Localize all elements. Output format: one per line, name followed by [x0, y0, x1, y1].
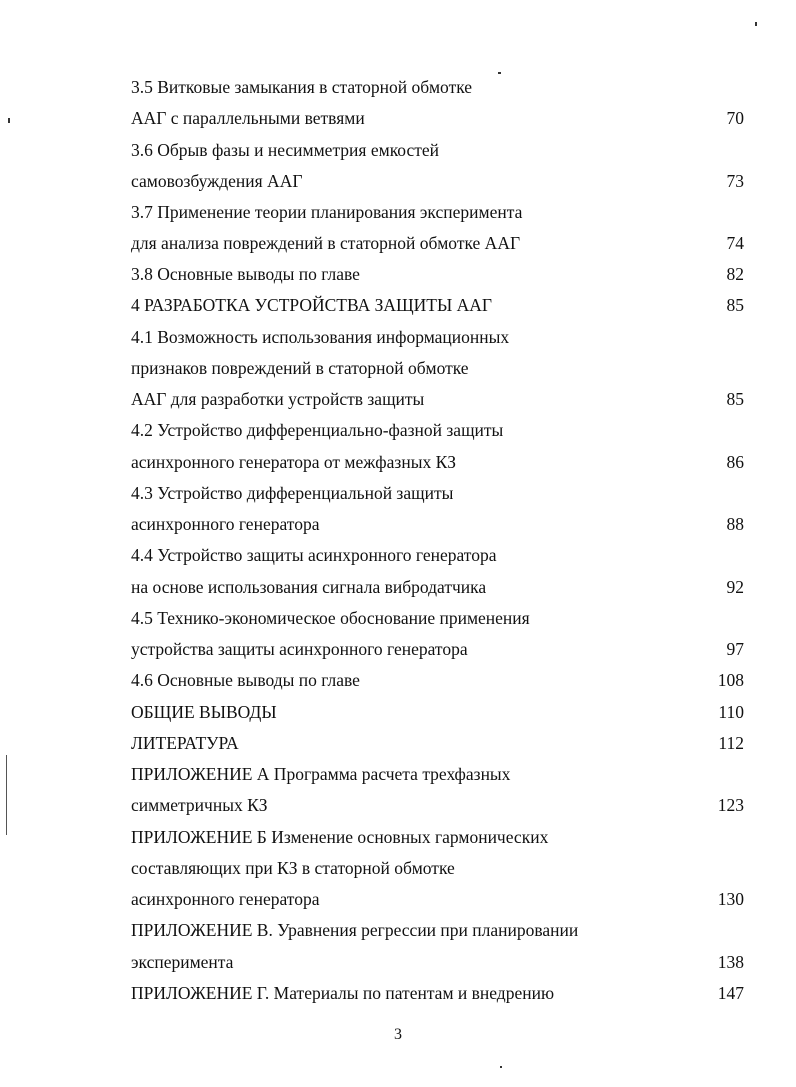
toc-entry-page: 147: [717, 983, 744, 1003]
toc-entry-text: 3.8 Основные выводы по главе: [131, 264, 360, 284]
toc-entry-page: 123: [717, 795, 744, 815]
scan-speck: [8, 118, 10, 123]
toc-entry-page: 74: [726, 233, 744, 253]
toc-entry-page: 85: [726, 389, 744, 409]
toc-entry-text: составляющих при КЗ в статорной обмотке: [131, 858, 455, 878]
toc-entry-text: ААГ для разработки устройств защиты: [131, 389, 425, 409]
toc-entry-text: 3.6 Обрыв фазы и несимметрия емкостей: [131, 140, 440, 160]
toc-entry-page: 110: [718, 702, 744, 722]
scan-speck: [755, 22, 757, 26]
toc-entry-page: 130: [717, 889, 744, 909]
toc-entry-text: 4.6 Основные выводы по главе: [131, 670, 360, 690]
toc-entry-text: устройства защиты асинхронного генератора: [131, 639, 468, 659]
toc-entry-text: признаков повреждений в статорной обмотке: [131, 358, 469, 378]
toc-entry-text: ААГ с параллельными ветвями: [131, 108, 365, 128]
scan-speck: [500, 1066, 502, 1068]
toc-entry-page: 92: [726, 577, 744, 597]
toc-entry-text: на основе использования сигнала вибродатчика: [131, 577, 487, 597]
toc-entry-page: 73: [726, 171, 744, 191]
toc-entry-text: ПРИЛОЖЕНИЕ Г. Материалы по патентам и внедрению: [131, 983, 555, 1003]
scan-edge-line: [6, 755, 7, 835]
toc-entry-page: 138: [717, 952, 744, 972]
toc-entry-text: асинхронного генератора: [131, 514, 320, 534]
toc-entry-text: 4.4 Устройство защиты асинхронного генератора: [131, 545, 497, 565]
toc-entry-page: 112: [718, 733, 744, 753]
toc-entry-text: ОБЩИЕ ВЫВОДЫ: [131, 702, 277, 722]
toc-entry-text: ПРИЛОЖЕНИЕ В. Уравнения регрессии при планировании: [131, 920, 579, 940]
toc-entry-text: 4.5 Технико-экономическое обоснование применения: [131, 608, 530, 628]
toc-entry-page: 86: [726, 452, 744, 472]
page-number: 3: [394, 1026, 402, 1043]
toc-entry-text: ЛИТЕРАТУРА: [131, 733, 239, 753]
toc-entry-text: 3.5 Витковые замыкания в статорной обмотке: [131, 77, 473, 97]
toc-entry-text: самовозбуждения ААГ: [131, 171, 303, 191]
toc-entry-text: эксперимента: [131, 952, 234, 972]
toc-entry-text: асинхронного генератора: [131, 889, 320, 909]
toc-entry-text: асинхронного генератора от межфазных КЗ: [131, 452, 457, 472]
toc-entry-text: 4 РАЗРАБОТКА УСТРОЙСТВА ЗАЩИТЫ ААГ: [131, 295, 492, 315]
toc-entry-page: 70: [726, 108, 744, 128]
toc-entry-text: 4.2 Устройство дифференциально-фазной защиты: [131, 420, 504, 440]
toc-entry-text: 3.7 Применение теории планирования эксперимента: [131, 202, 523, 222]
toc-entry-text: 4.3 Устройство дифференциальной защиты: [131, 483, 454, 503]
scan-speck: [498, 72, 501, 74]
toc-entry-page: 85: [726, 295, 744, 315]
toc-entry-text: для анализа повреждений в статорной обмотке ААГ: [131, 233, 521, 253]
toc-entry-page: 108: [717, 670, 744, 690]
toc-entry-page: 82: [726, 264, 744, 284]
toc-entry-text: симметричных КЗ: [131, 795, 268, 815]
toc-entry-text: ПРИЛОЖЕНИЕ Б Изменение основных гармонических: [131, 827, 549, 847]
toc-entry-text: ПРИЛОЖЕНИЕ А Программа расчета трехфазных: [131, 764, 511, 784]
toc-entry-text: 4.1 Возможность использования информационных: [131, 327, 510, 347]
toc-entry-page: 97: [726, 639, 744, 659]
toc-entry-page: 88: [726, 514, 744, 534]
